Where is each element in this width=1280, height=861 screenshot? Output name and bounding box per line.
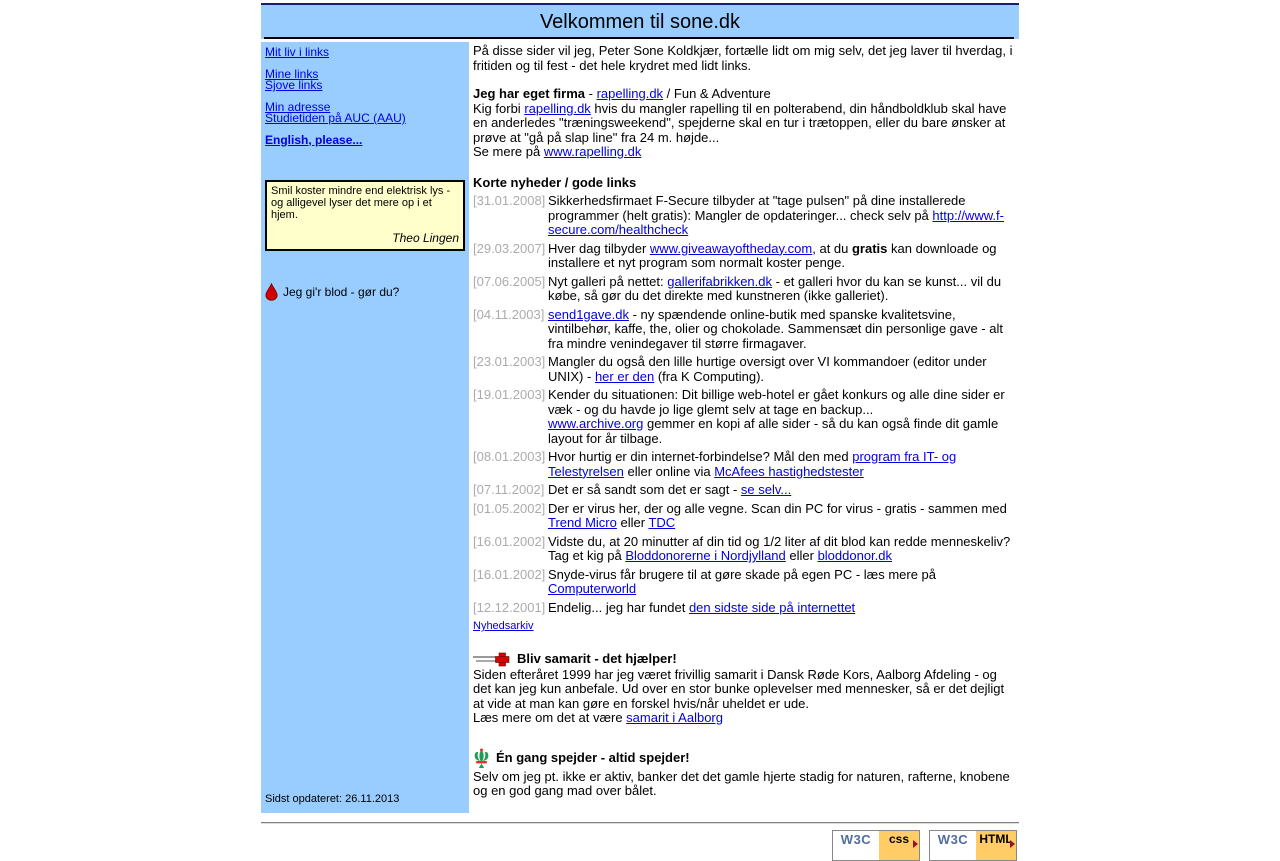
news-content — [543, 242, 1015, 271]
news-content — [543, 601, 1015, 616]
news-content — [543, 388, 1015, 446]
text-segment: Der er virus her, der og alle vegne. Scan din PC for virus - gratis - sammen med — [548, 500, 1007, 516]
text-segment: Siden efteråret 1999 har jeg været frivillig samarit i Dansk Røde Kors, Aalborg Afdeling - og det kan jeg kun anbefale. Ud over en stor bunke oplevelser med mennesker, så er det dejligt at vide at man kan gøre en forskel hvis/når uheldet er ude. — [473, 666, 1005, 711]
news-link[interactable]: Bloddonorerne i Nordjylland — [625, 548, 786, 563]
news-content — [543, 355, 1015, 384]
news-content — [543, 568, 1015, 597]
spejder-heading-row — [473, 748, 1015, 769]
text-segment: Snyde-virus får brugere til at gøre skade på egen PC - læs mere på — [548, 566, 937, 582]
quote-author: Theo Lingen — [392, 231, 459, 245]
header-rule — [264, 37, 1014, 39]
text-segment: Hvor hurtig er din internet-forbindelse? Mål den med — [548, 449, 853, 464]
sidebar-link-mine-links[interactable]: Mine links — [265, 66, 319, 81]
blood-drop-icon — [265, 283, 278, 301]
text-segment: - ny spændende online-butik med spanske kvalitetsvine, vintilbehør, kaffe, the, olier og chokolade. Sammensæt din personlige gave - alt fra mindre venindegaver til større firmagaver. — [548, 306, 1004, 351]
news-date: [19.01.2003] — [473, 387, 546, 402]
text-segment: hvis du mangler rapelling til en polterabend, din håndboldklub skal have en anderledes "træningsweekend", spejderne skal en tur i trætoppen, eller du bare ønsker at prøve at "gå på slap line" fra 24 m. højde... — [473, 100, 1007, 145]
news-link[interactable]: www.giveawayoftheday.com — [649, 240, 813, 256]
text-segment: kan downloade og installere et nyt program som normalt koster penge. — [548, 240, 997, 270]
blood-donor-row — [265, 283, 465, 301]
nav-group — [265, 47, 465, 59]
news-link[interactable]: Trend Micro — [548, 515, 617, 530]
news-content — [543, 450, 1015, 479]
news-heading: Korte nyheder / gode links — [473, 174, 637, 190]
text-segment: eller online via — [623, 463, 715, 479]
text-segment: Det er så sandt som det er sagt - — [548, 482, 741, 497]
text-segment: Endelig... jeg har fundet — [548, 599, 689, 615]
spejder-paragraph: Selv om jeg pt. ikke er aktiv, banker det det gamle hjerte stadig for naturen, rafterne, knobene og en god gang mad over bålet. — [473, 768, 1010, 798]
news-row — [473, 242, 1015, 271]
news-date: [01.05.2002] — [473, 500, 546, 516]
text-segment: - — [585, 86, 597, 101]
rapelling-link[interactable]: rapelling.dk — [524, 100, 591, 116]
page-header — [261, 3, 1019, 39]
rapelling-www-link[interactable]: www.rapelling.dk — [543, 144, 642, 159]
news-date: [29.03.2007] — [473, 240, 546, 256]
samarit-heading-row — [473, 652, 1015, 667]
news-link[interactable]: program fra IT- og Telestyrelsen — [548, 449, 957, 479]
intro-paragraph: På disse sider vil jeg, Peter Sone Koldkjær, fortælle lidt om mig selv, det jeg laver til hverdag, i fritiden og til fest - det hele krydret med lidt links. — [473, 43, 1013, 73]
bold-segment: gratis — [851, 240, 888, 256]
firma-heading: Jeg har eget firma — [473, 86, 585, 101]
validator-badges — [261, 830, 1019, 861]
w3c-css-badge[interactable] — [832, 830, 920, 861]
sidebar-link-sjove-links[interactable]: Sjove links — [265, 78, 323, 92]
news-content — [543, 502, 1015, 531]
main-content — [469, 42, 1019, 813]
text-segment: Se mere på — [473, 144, 544, 159]
news-archive-link[interactable]: Nyhedsarkiv — [473, 620, 534, 632]
news-row — [473, 355, 1015, 384]
text-segment: (fra K Computing). — [654, 368, 765, 384]
nav-group — [265, 66, 465, 92]
news-content — [543, 535, 1015, 564]
news-content — [543, 194, 1015, 238]
nav-group — [265, 99, 465, 125]
page — [261, 0, 1019, 861]
text-segment: - et galleri hvor du kan se kunst... vil du købe, så gør du det direkte med kunstneren (ikke galleriet). — [548, 273, 1002, 303]
spejder-heading: Én gang spejder - altid spejder! — [496, 749, 690, 765]
w3c-logo-text: W3C — [930, 831, 976, 860]
text-segment: Læs mere om det at være — [473, 710, 627, 725]
news-row — [473, 308, 1015, 352]
first-aid-cross-icon — [473, 652, 511, 667]
news-row — [473, 275, 1015, 304]
samarit-link[interactable]: samarit i Aalborg — [626, 710, 723, 725]
news-link[interactable]: Computerworld — [548, 581, 637, 596]
quote-box — [265, 180, 465, 251]
text-segment: eller — [616, 515, 649, 530]
news-link[interactable]: her er den — [594, 368, 655, 384]
news-row — [473, 194, 1015, 238]
sidebar-link-min-adresse[interactable]: Min adresse — [265, 99, 331, 114]
css-badge-label: css — [879, 831, 919, 860]
news-link[interactable]: gallerifabrikken.dk — [667, 273, 773, 289]
text-segment: Hver dag tilbyder — [548, 240, 650, 256]
html-badge-label: HTML — [976, 831, 1016, 860]
news-link[interactable]: send1gave.dk — [548, 306, 629, 322]
text-segment: eller — [785, 548, 818, 563]
news-date: [31.01.2008] — [473, 193, 546, 208]
news-date: [07.06.2005] — [473, 273, 546, 289]
news-row — [473, 502, 1015, 531]
news-link[interactable]: TDC — [648, 515, 676, 530]
samarit-paragraph — [473, 668, 1015, 726]
text-segment: Sikkerhedsfirmaet F-Secure tilbyder at "tage pulsen" på dine installerede programmer (helt gratis): Mangler de opdateringer... check selv på — [548, 193, 966, 223]
text-segment: Mangler du også den lille hurtige oversigt over VI kommandoer (editor under UNIX) - — [548, 354, 987, 384]
news-row — [473, 535, 1015, 564]
text-segment: , at du — [812, 240, 852, 256]
text-segment: Kender du situationen: Dit billige web-hotel er gået konkurs og alle dine sider er væk - og du havde jo lige glemt selv at tage en backup... — [548, 387, 1005, 417]
news-link[interactable]: http://www.f-secure.com/healthcheck — [548, 207, 1004, 237]
news-link[interactable]: bloddonor.dk — [817, 548, 893, 563]
scout-lily-icon — [473, 748, 490, 769]
news-content — [543, 483, 1015, 498]
blood-donor-label: Jeg gi'r blod - gør du? — [283, 285, 400, 299]
news-date: [12.12.2001] — [473, 599, 546, 615]
news-date: [04.11.2003] — [473, 306, 545, 322]
news-row — [473, 450, 1015, 479]
news-table — [473, 194, 1015, 615]
news-date: [16.01.2002] — [473, 566, 546, 582]
w3c-logo-text: W3C — [833, 831, 879, 860]
text-segment: gemmer en kopi af alle sider - så du kan også finde dit gamle layout for år tilbage. — [548, 416, 999, 446]
news-date: [23.01.2003] — [473, 354, 546, 369]
sidebar — [261, 42, 469, 813]
sidebar-link-studietiden[interactable]: Studietiden på AUC (AAU) — [265, 111, 406, 125]
text-segment: Vidste du, at 20 minutter af din tid og 1/2 liter af dit blod kan redde menneskeliv? Tag et kig på — [548, 533, 1011, 563]
nav-group — [265, 132, 465, 147]
text-segment: Nyt galleri på nettet: — [548, 273, 668, 289]
badge-arrow-icon — [913, 840, 918, 848]
news-link[interactable]: den sidste side på internettet — [688, 599, 856, 615]
samarit-heading: Bliv samarit - det hjælper! — [517, 651, 677, 666]
news-content — [543, 308, 1015, 352]
news-link[interactable]: McAfees hastighedstester — [714, 463, 864, 479]
badge-arrow-icon — [1010, 840, 1015, 848]
rapelling-link[interactable]: rapelling.dk — [596, 86, 664, 101]
news-row — [473, 568, 1015, 597]
news-archive — [473, 619, 1015, 634]
news-date: [07.11.2002] — [473, 482, 545, 497]
firma-paragraph — [473, 87, 1015, 160]
news-row — [473, 601, 1015, 616]
sidebar-link-mit-liv[interactable]: Mit liv i links — [265, 45, 330, 59]
news-link[interactable]: se selv... — [740, 482, 792, 497]
content-columns — [261, 42, 1019, 813]
news-row — [473, 388, 1015, 446]
news-row — [473, 483, 1015, 498]
text-segment: / Fun & Adventure — [663, 86, 771, 101]
news-date: [16.01.2002] — [473, 533, 546, 549]
footer-divider — [261, 822, 1019, 824]
text-segment: Kig forbi — [473, 100, 525, 116]
page-title: Velkommen til sone.dk — [539, 11, 741, 33]
quote-text: Smil koster mindre end elektrisk lys - og alligevel lyser det mere op i et hjem. — [271, 185, 451, 221]
w3c-html-badge[interactable] — [929, 830, 1017, 861]
sidebar-link-english[interactable]: English, please... — [265, 132, 363, 147]
news-content — [543, 275, 1015, 304]
last-updated: Sidst opdateret: 26.11.2013 — [265, 792, 400, 805]
news-link[interactable]: www.archive.org — [548, 416, 644, 431]
news-date: [08.01.2003] — [473, 449, 546, 464]
